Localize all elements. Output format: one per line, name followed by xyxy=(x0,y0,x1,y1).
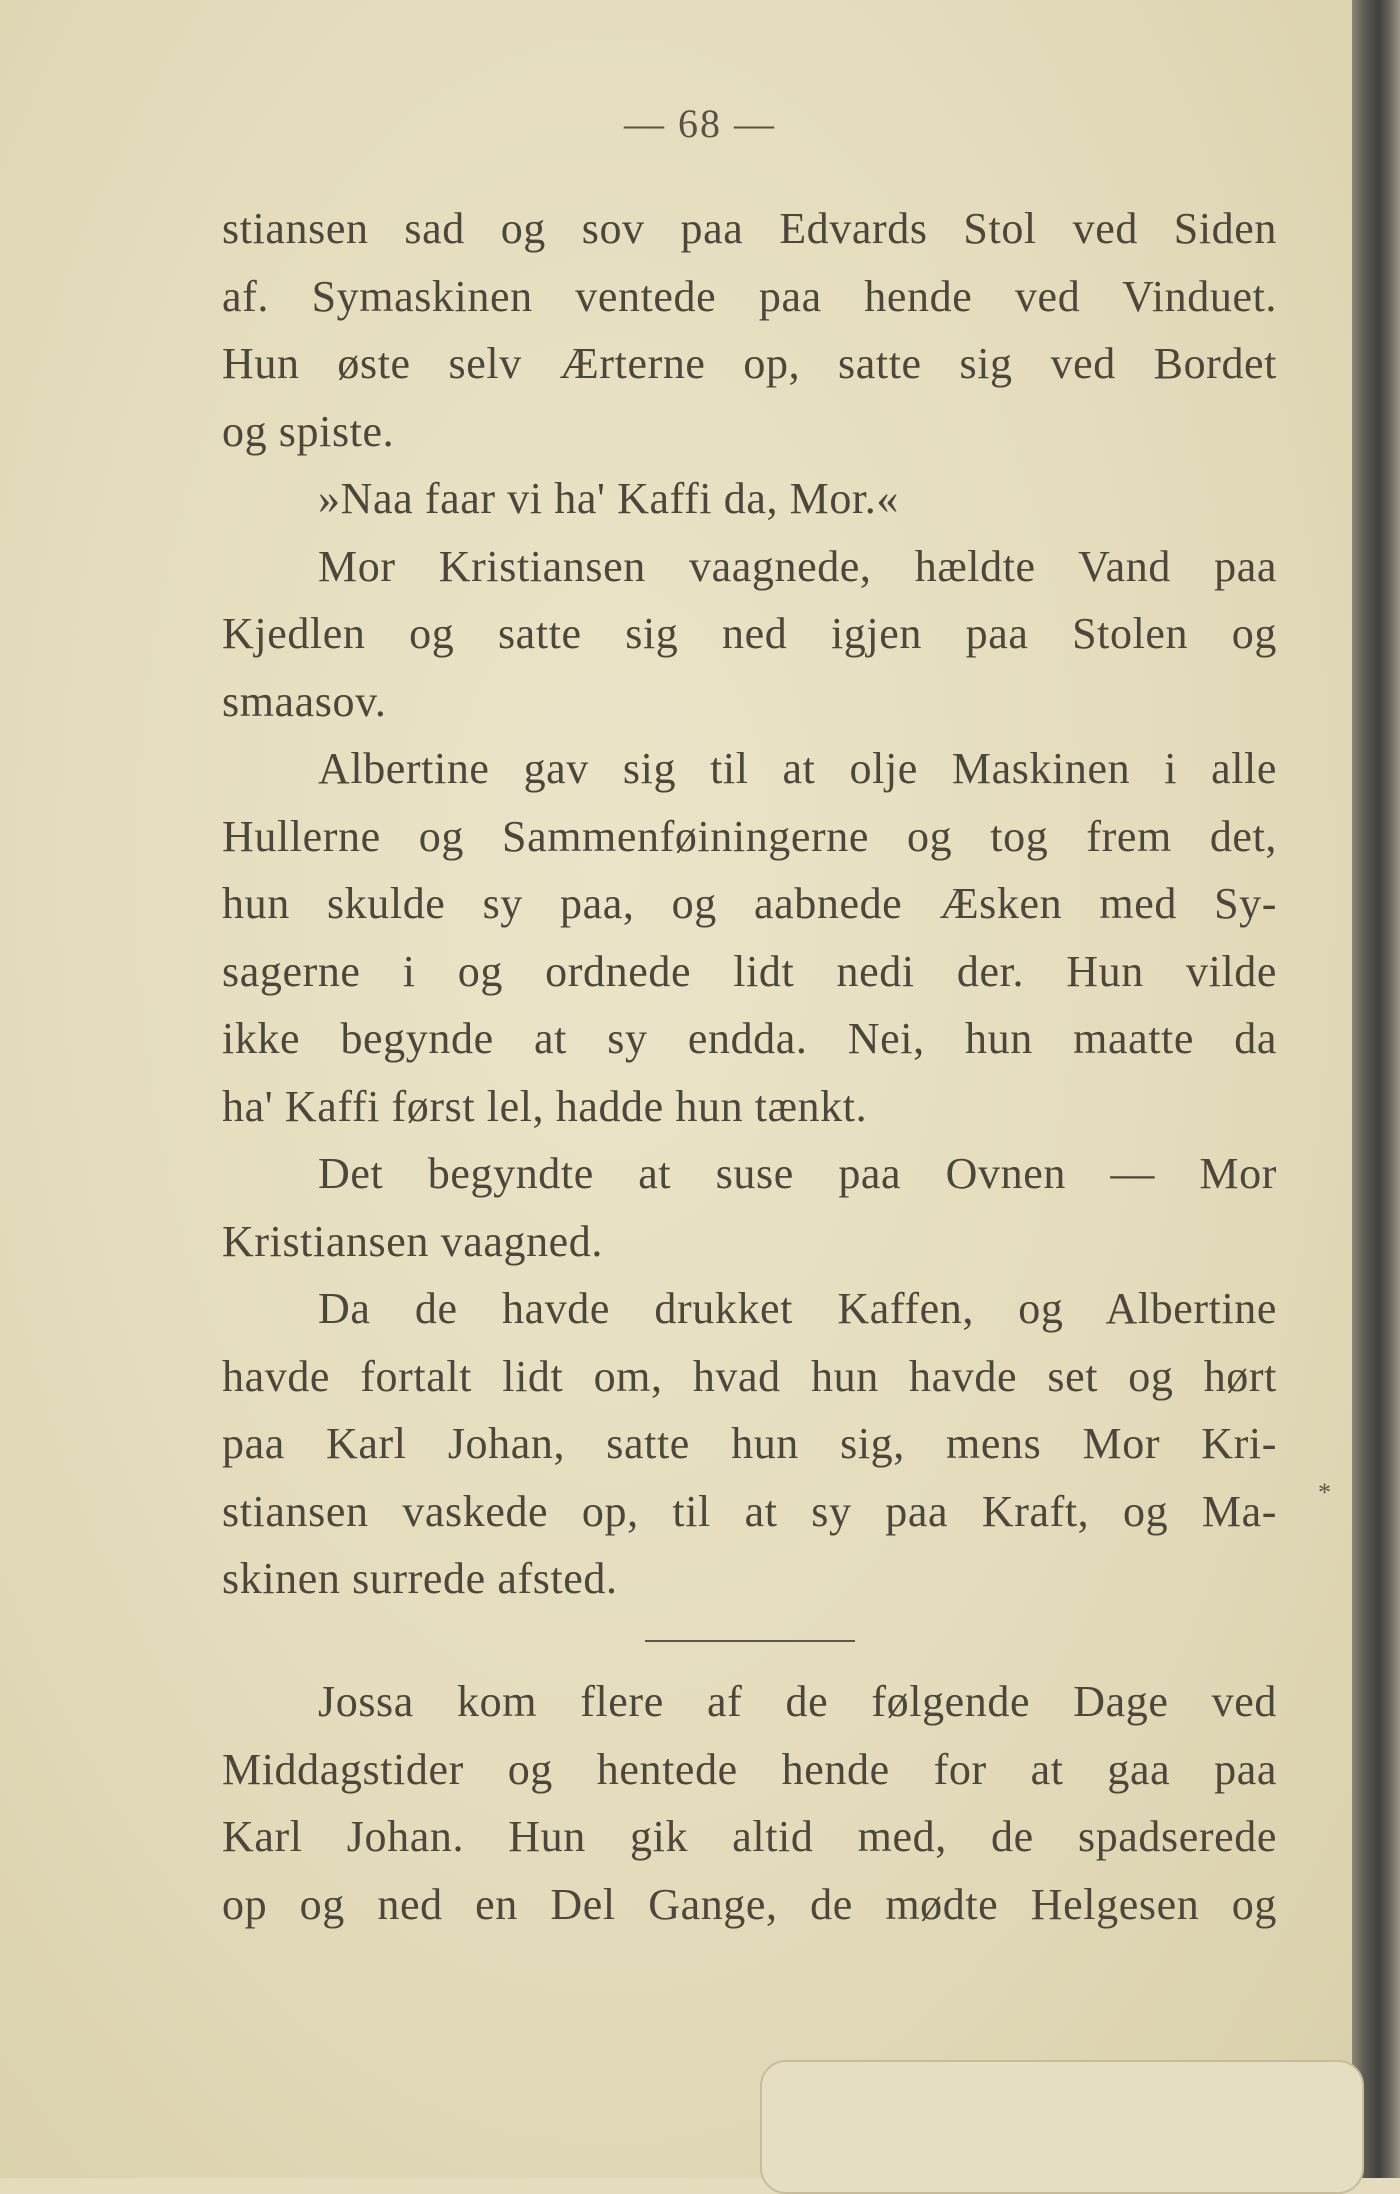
text-line: hun skulde sy paa, og aabnede Æsken med Sy- xyxy=(222,879,1277,928)
text-line: op og ned en Del Gange, de mødte Helgesen og xyxy=(222,1879,1277,1929)
text-line: stiansen vaskede op, til at sy paa Kraft, og Ma- xyxy=(222,1486,1277,1536)
text-line: Albertine gav sig til at olje Maskinen i alle xyxy=(318,744,1277,793)
text-line: ikke begynde at sy endda. Nei, hun maatte da xyxy=(222,1014,1277,1063)
text-line: Jossa kom flere af de følgende Dage ved xyxy=(318,1677,1277,1726)
text-line: af. Symaskinen ventede paa hende ved Vinduet. xyxy=(222,271,1277,321)
text-line: paa Karl Johan, satte hun sig, mens Mor Kri- xyxy=(222,1419,1277,1468)
text-line: Hun øste selv Ærterne op, satte sig ved Bordet xyxy=(222,339,1277,388)
text-line: og spiste. xyxy=(222,406,395,456)
margin-mark: * xyxy=(1318,1478,1331,1507)
text-line: sagerne i og ordnede lidt nedi der. Hun vilde xyxy=(222,946,1277,996)
text-line: »Naa faar vi ha' Kaffi da, Mor.« xyxy=(318,474,899,523)
body-text-section-2 xyxy=(222,1668,1277,1938)
paper-slip-edge xyxy=(760,2060,1364,2194)
text-line: Kjedlen og satte sig ned igjen paa Stolen og xyxy=(222,609,1277,658)
section-separator-rule xyxy=(645,1640,855,1642)
text-line: Mor Kristiansen vaagnede, hældte Vand paa xyxy=(318,541,1277,591)
text-line: stiansen sad og sov paa Edvards Stol ved Siden xyxy=(222,204,1277,253)
text-line: ha' Kaffi først lel, hadde hun tænkt. xyxy=(222,1081,868,1131)
text-line: Middagstider og hentede hende for at gaa paa xyxy=(222,1744,1277,1794)
text-line: Da de havde drukket Kaffen, og Albertine xyxy=(318,1284,1277,1333)
text-line: smaasov. xyxy=(222,676,387,726)
text-line: Karl Johan. Hun gik altid med, de spadserede xyxy=(222,1812,1277,1861)
text-line: Kristiansen vaagned. xyxy=(222,1216,603,1266)
book-spine-edge xyxy=(1352,0,1400,2178)
text-line: havde fortalt lidt om, hvad hun havde set og hørt xyxy=(222,1351,1277,1401)
body-text-section-1 xyxy=(222,195,1277,1613)
text-line: Det begyndte at suse paa Ovnen — Mor xyxy=(318,1149,1277,1198)
text-line: skinen surrede afsted. xyxy=(222,1554,618,1603)
page-number: — 68 — xyxy=(624,101,776,146)
text-line: Hullerne og Sammenføiningerne og tog frem det, xyxy=(222,811,1277,861)
